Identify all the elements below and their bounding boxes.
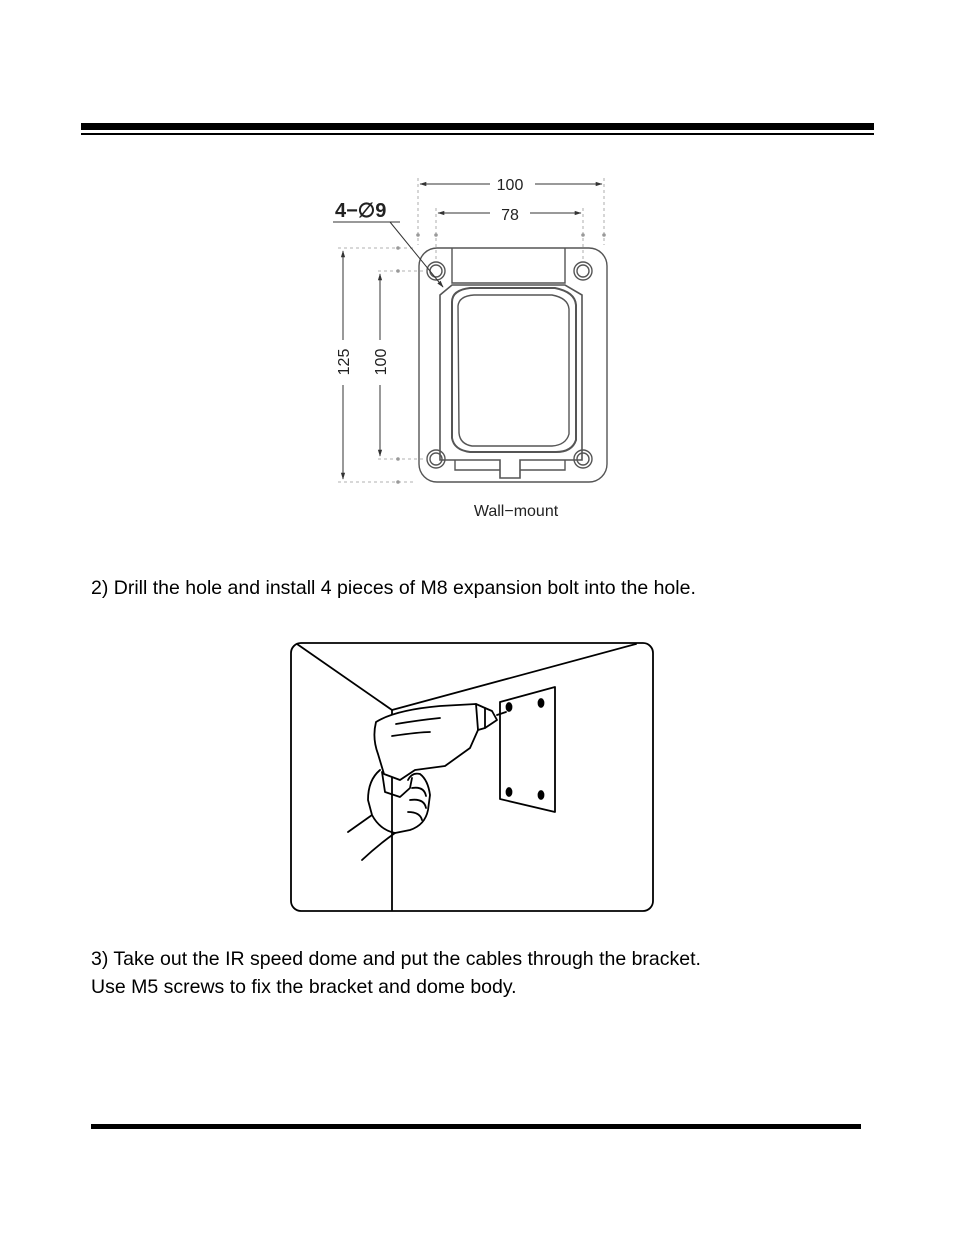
dim-height-inner: 100 [373,348,390,376]
drilling-illustration [288,640,656,915]
figure-caption: Wall−mount [473,503,559,520]
wall-mount-dimension-drawing [320,160,660,545]
dim-width-outer: 100 [496,177,524,194]
step-3-text-line1: 3) Take out the IR speed dome and put the cables through the bracket. [91,948,701,970]
dim-width-inner: 78 [501,207,519,224]
step-2-text: 2) Drill the hole and install 4 pieces of M8 expansion bolt into the hole. [91,577,696,599]
header-rule-thick [81,123,874,130]
step-3-text-line2: Use M5 screws to fix the bracket and dome body. [91,976,517,998]
hole-spec-label: 4−∅9 [335,200,387,222]
footer-rule [91,1124,861,1129]
dim-height-outer: 125 [336,348,353,376]
header-rule-thin [81,133,874,135]
